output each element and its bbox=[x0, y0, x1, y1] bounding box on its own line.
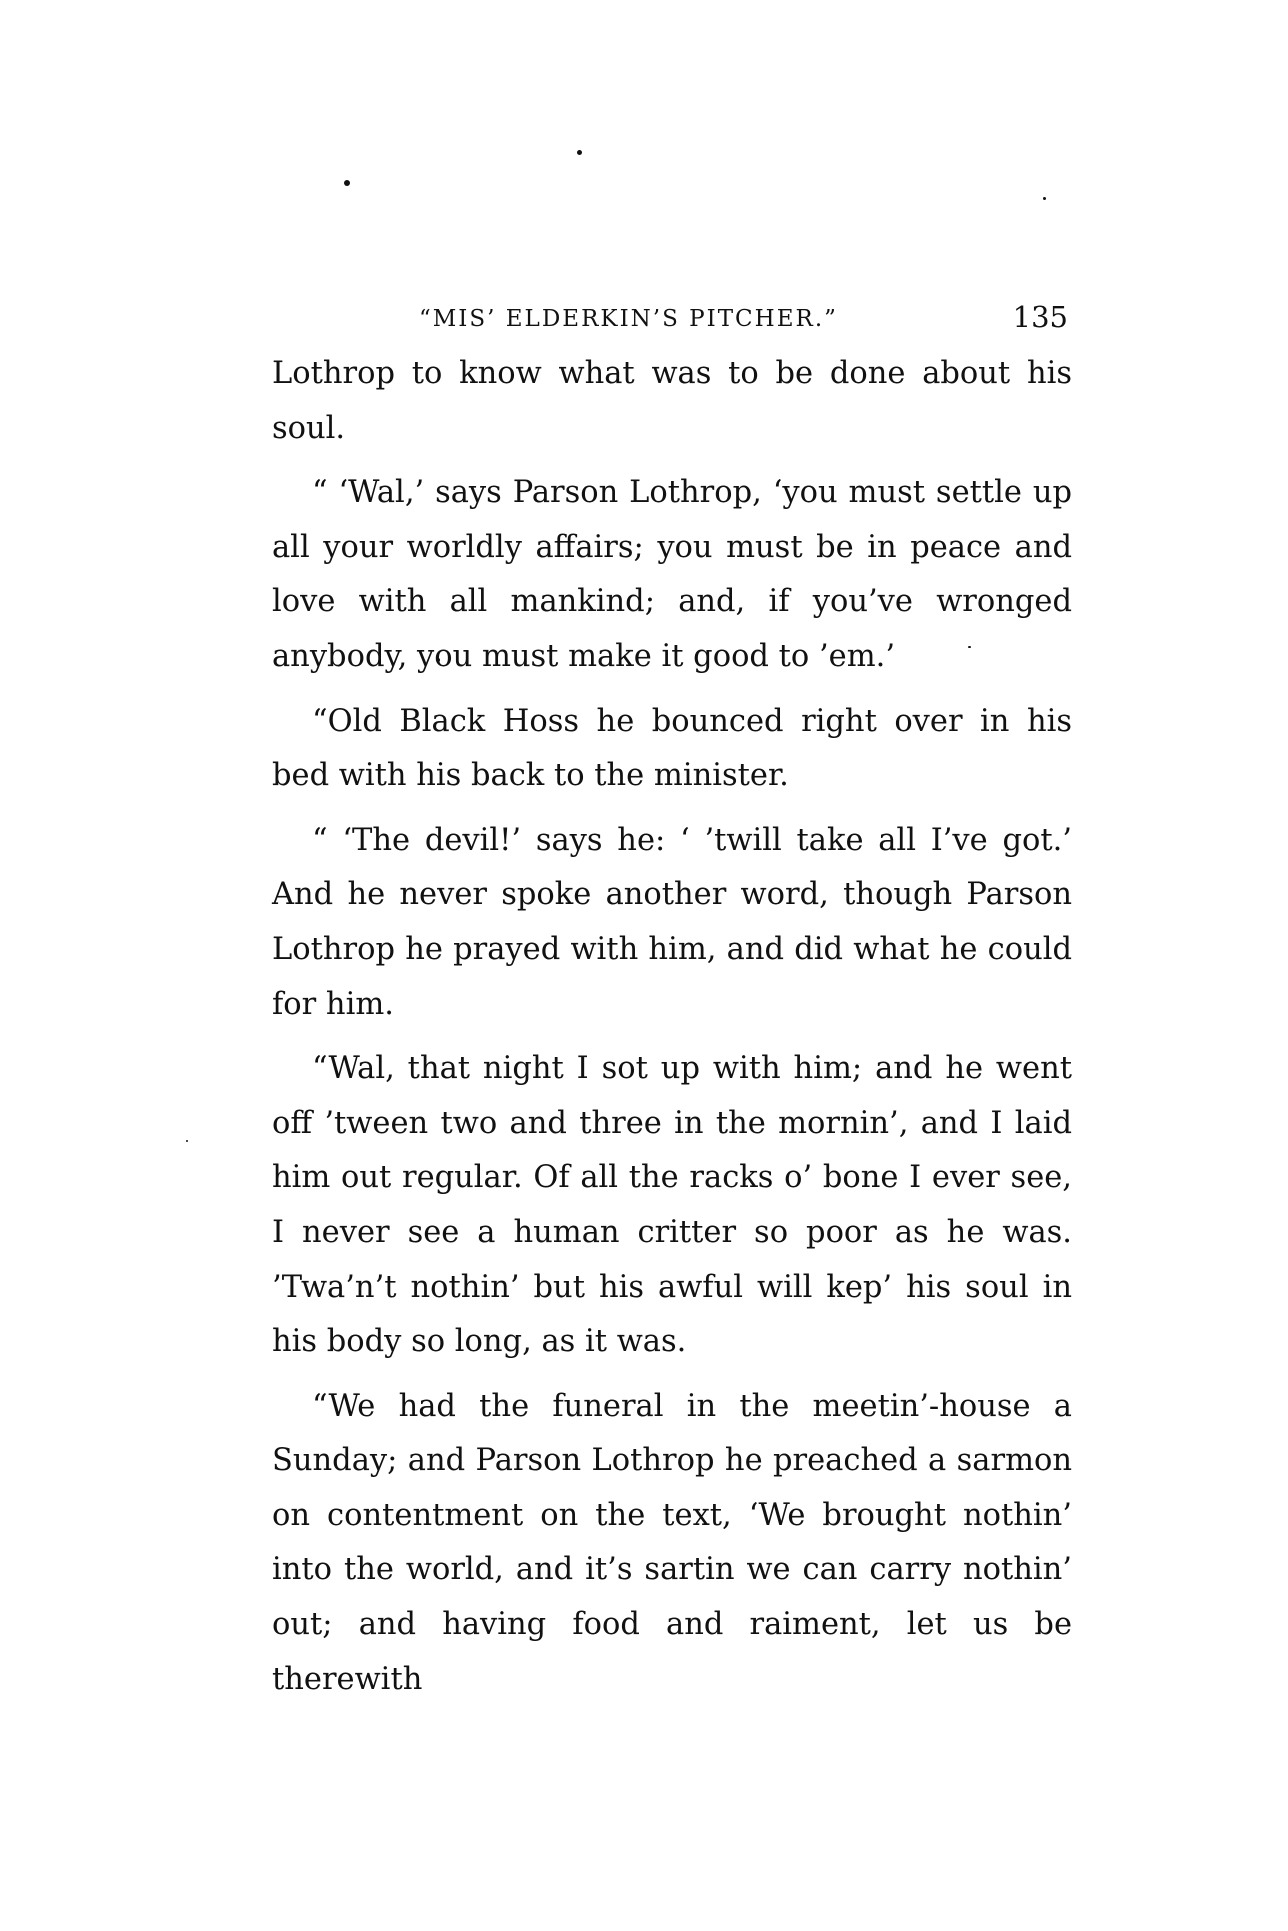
body-text bbox=[272, 347, 1072, 1717]
print-speck bbox=[1043, 197, 1046, 200]
paragraph-4: “ ‘The devil!’ says he: ‘ ’twill take all I’ve got.’ And he never spoke another word, though Parson Lothrop he prayed with him, and did what he could for him. bbox=[272, 822, 1072, 1022]
paragraph-1: Lothrop to know what was to be done about his soul. bbox=[272, 356, 1072, 446]
paragraph-5: “Wal, that night I sot up with him; and he went off ’tween two and three in the mornin’, and I laid him out regular. Of all the racks o’ bone I ever see, I never see a human critter so poor as he was. ’Twa’n’t nothin’ but his awful will kep’ his soul in his body so long, as it was. bbox=[272, 1051, 1072, 1360]
page-number: 135 bbox=[1012, 300, 1068, 334]
print-speck bbox=[577, 150, 582, 155]
paragraph-6: “We had the funeral in the meetin’-house a Sunday; and Parson Lothrop he preached a sarmon on contentment on the text, ‘We brought nothin’ into the world, and it’s sartin we can carry nothin’ out; and having food and raiment, let us be therewith bbox=[272, 1388, 1072, 1697]
print-speck bbox=[344, 180, 350, 186]
paragraph-3: “Old Black Hoss he bounced right over in his bed with his back to the minister. bbox=[272, 703, 1072, 794]
page-header bbox=[272, 300, 1072, 340]
running-head: “MIS’ ELDERKIN’S PITCHER.” bbox=[419, 306, 838, 332]
paragraph-2: “ ‘Wal,’ says Parson Lothrop, ‘you must settle up all your worldly affairs; you must be in peace and love with all mankind; and, if you’ve wronged anybody, you must make it good to ’em.’ bbox=[272, 475, 1072, 674]
print-speck bbox=[186, 1140, 188, 1142]
